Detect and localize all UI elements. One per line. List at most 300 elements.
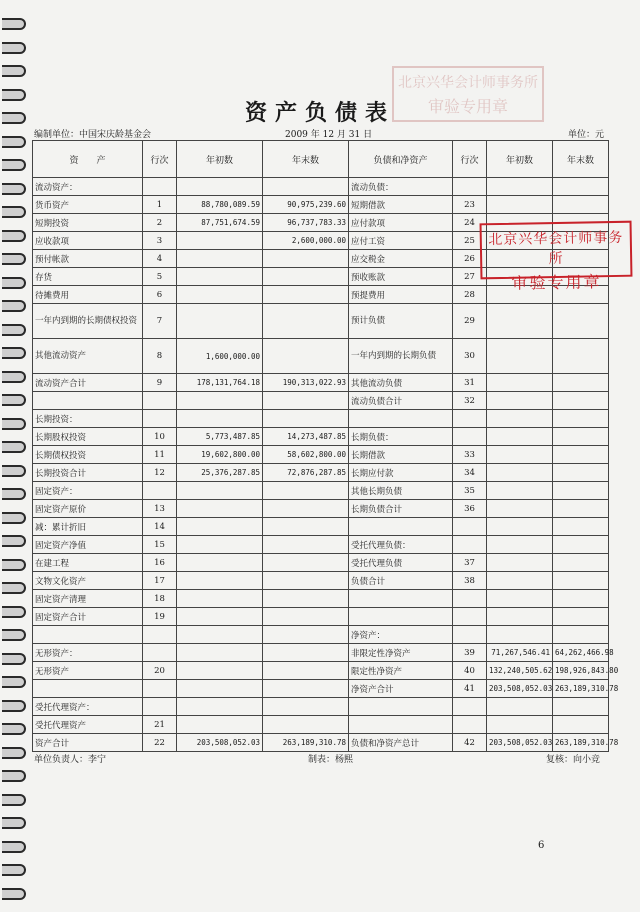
asset-beginning-value bbox=[177, 608, 263, 626]
liability-line-no bbox=[453, 626, 487, 644]
asset-ending-value bbox=[263, 590, 349, 608]
liability-ending-value bbox=[553, 590, 609, 608]
asset-ending-value bbox=[263, 662, 349, 680]
binding-ring bbox=[2, 770, 26, 782]
liability-label: 预收账款 bbox=[349, 268, 453, 286]
asset-label: 流动资产合计 bbox=[33, 374, 143, 392]
binding-ring bbox=[2, 394, 26, 406]
asset-label bbox=[33, 626, 143, 644]
table-row bbox=[33, 590, 609, 608]
header-ending: 年末数 bbox=[263, 141, 349, 178]
liability-label: 短期借款 bbox=[349, 196, 453, 214]
liability-ending-value bbox=[553, 518, 609, 536]
asset-line-no: 19 bbox=[143, 608, 177, 626]
asset-line-no: 12 bbox=[143, 464, 177, 482]
asset-beginning-value bbox=[177, 232, 263, 250]
asset-ending-value bbox=[263, 392, 349, 410]
liability-line-no bbox=[453, 608, 487, 626]
table-row bbox=[33, 680, 609, 698]
liability-label: 非限定性净资产 bbox=[349, 644, 453, 662]
liability-beginning-value bbox=[487, 482, 553, 500]
liability-label: 负债和净资产总计 bbox=[349, 734, 453, 752]
asset-beginning-value bbox=[177, 178, 263, 196]
table-row bbox=[33, 536, 609, 554]
liability-line-no: 25 bbox=[453, 232, 487, 250]
table-row bbox=[33, 626, 609, 644]
asset-line-no: 4 bbox=[143, 250, 177, 268]
binding-ring bbox=[2, 512, 26, 524]
table-row bbox=[33, 428, 609, 446]
asset-line-no bbox=[143, 482, 177, 500]
liability-label: 长期应付款 bbox=[349, 464, 453, 482]
asset-line-no: 11 bbox=[143, 446, 177, 464]
asset-label: 其他流动资产 bbox=[33, 339, 143, 374]
liability-beginning-value bbox=[487, 339, 553, 374]
asset-label: 待摊费用 bbox=[33, 286, 143, 304]
asset-beginning-value bbox=[177, 554, 263, 572]
liability-beginning-value bbox=[487, 374, 553, 392]
liability-ending-value bbox=[553, 698, 609, 716]
asset-label: 预付帐款 bbox=[33, 250, 143, 268]
asset-line-no: 15 bbox=[143, 536, 177, 554]
audit-stamp bbox=[480, 221, 633, 293]
table-row bbox=[33, 500, 609, 518]
liability-beginning-value bbox=[487, 464, 553, 482]
liability-ending-value bbox=[553, 392, 609, 410]
stamp-line2: 审验专用章 bbox=[511, 272, 602, 293]
asset-beginning-value bbox=[177, 518, 263, 536]
asset-beginning-value: 1,600,000.00 bbox=[177, 339, 263, 374]
asset-ending-value: 72,876,287.85 bbox=[263, 464, 349, 482]
liability-beginning-value: 203,508,052.03 bbox=[487, 680, 553, 698]
asset-label: 受托代理资产 bbox=[33, 716, 143, 734]
table-row bbox=[33, 464, 609, 482]
asset-line-no bbox=[143, 410, 177, 428]
liability-ending-value bbox=[553, 626, 609, 644]
page-number: 6 bbox=[538, 840, 545, 851]
asset-ending-value: 58,602,800.00 bbox=[263, 446, 349, 464]
liability-beginning-value bbox=[487, 698, 553, 716]
liability-ending-value bbox=[553, 374, 609, 392]
table-row bbox=[33, 178, 609, 196]
liability-ending-value bbox=[553, 500, 609, 518]
asset-beginning-value bbox=[177, 626, 263, 644]
liability-line-no bbox=[453, 518, 487, 536]
table-row bbox=[33, 482, 609, 500]
liability-label: 预提费用 bbox=[349, 286, 453, 304]
header-beginning-2: 年初数 bbox=[487, 141, 553, 178]
table-row bbox=[33, 374, 609, 392]
asset-beginning-value: 87,751,674.59 bbox=[177, 214, 263, 232]
asset-label: 长期投资： bbox=[33, 410, 143, 428]
liability-line-no: 34 bbox=[453, 464, 487, 482]
liability-ending-value bbox=[553, 554, 609, 572]
liability-beginning-value bbox=[487, 626, 553, 644]
asset-line-no: 7 bbox=[143, 304, 177, 339]
asset-label: 一年内到期的长期债权投资 bbox=[33, 304, 143, 339]
liability-label bbox=[349, 608, 453, 626]
liability-line-no: 27 bbox=[453, 268, 487, 286]
binding-ring bbox=[2, 441, 26, 453]
asset-beginning-value: 25,376,287.85 bbox=[177, 464, 263, 482]
liability-beginning-value bbox=[487, 500, 553, 518]
asset-line-no: 10 bbox=[143, 428, 177, 446]
asset-label: 货币资产 bbox=[33, 196, 143, 214]
asset-ending-value: 14,273,487.85 bbox=[263, 428, 349, 446]
asset-ending-value bbox=[263, 410, 349, 428]
asset-beginning-value bbox=[177, 286, 263, 304]
asset-ending-value bbox=[263, 518, 349, 536]
faded-audit-stamp bbox=[392, 66, 544, 122]
binding-ring bbox=[2, 89, 26, 101]
binding-ring bbox=[2, 488, 26, 500]
liability-ending-value bbox=[553, 446, 609, 464]
header-assets: 资 产 bbox=[33, 141, 143, 178]
faded-stamp-line2: 审验专用章 bbox=[427, 97, 508, 116]
asset-label bbox=[33, 680, 143, 698]
binding-ring bbox=[2, 230, 26, 242]
liability-label: 净资产： bbox=[349, 626, 453, 644]
liability-label bbox=[349, 410, 453, 428]
liability-line-no bbox=[453, 536, 487, 554]
binding-ring bbox=[2, 253, 26, 265]
asset-label: 固定资产净值 bbox=[33, 536, 143, 554]
asset-line-no bbox=[143, 698, 177, 716]
liability-beginning-value: 71,267,546.41 bbox=[487, 644, 553, 662]
asset-beginning-value: 19,602,800.00 bbox=[177, 446, 263, 464]
asset-line-no bbox=[143, 392, 177, 410]
asset-label: 短期投资 bbox=[33, 214, 143, 232]
binding-ring bbox=[2, 371, 26, 383]
liability-beginning-value bbox=[487, 518, 553, 536]
header-line-no-2: 行次 bbox=[453, 141, 487, 178]
liability-label: 净资产合计 bbox=[349, 680, 453, 698]
liability-label: 长期借款 bbox=[349, 446, 453, 464]
liability-ending-value bbox=[553, 464, 609, 482]
asset-ending-value bbox=[263, 698, 349, 716]
binding-ring bbox=[2, 65, 26, 77]
asset-ending-value: 190,313,022.93 bbox=[263, 374, 349, 392]
currency-unit: 单位：元 bbox=[568, 130, 605, 140]
org-label: 编制单位：中国宋庆龄基金会 bbox=[34, 130, 152, 140]
prepared-by: 制表：杨熙 bbox=[308, 755, 354, 765]
asset-ending-value bbox=[263, 268, 349, 286]
header-liabilities: 负债和净资产 bbox=[349, 141, 453, 178]
binding-ring bbox=[2, 347, 26, 359]
liability-label bbox=[349, 518, 453, 536]
asset-label: 无形资产： bbox=[33, 644, 143, 662]
asset-line-no: 16 bbox=[143, 554, 177, 572]
binding-ring bbox=[2, 418, 26, 430]
asset-line-no: 8 bbox=[143, 339, 177, 374]
liability-label bbox=[349, 590, 453, 608]
asset-line-no: 6 bbox=[143, 286, 177, 304]
table-row bbox=[33, 392, 609, 410]
liability-label: 负债合计 bbox=[349, 572, 453, 590]
table-row bbox=[33, 644, 609, 662]
asset-label: 存货 bbox=[33, 268, 143, 286]
binding-ring bbox=[2, 817, 26, 829]
asset-line-no: 1 bbox=[143, 196, 177, 214]
liability-ending-value: 64,262,466.98 bbox=[553, 644, 609, 662]
liability-ending-value bbox=[553, 716, 609, 734]
asset-beginning-value bbox=[177, 304, 263, 339]
stamp-line1: 北京兴华会计师事务所 bbox=[488, 229, 624, 268]
table-row bbox=[33, 716, 609, 734]
asset-ending-value bbox=[263, 339, 349, 374]
binding-ring bbox=[2, 700, 26, 712]
asset-line-no: 9 bbox=[143, 374, 177, 392]
liability-line-no: 39 bbox=[453, 644, 487, 662]
asset-line-no: 3 bbox=[143, 232, 177, 250]
asset-beginning-value bbox=[177, 698, 263, 716]
binding-ring bbox=[2, 42, 26, 54]
binding-ring bbox=[2, 206, 26, 218]
asset-label: 固定资产清理 bbox=[33, 590, 143, 608]
liability-line-no: 26 bbox=[453, 250, 487, 268]
liability-line-no bbox=[453, 716, 487, 734]
spiral-binding bbox=[0, 0, 26, 912]
asset-beginning-value bbox=[177, 250, 263, 268]
liability-line-no: 23 bbox=[453, 196, 487, 214]
table-row bbox=[33, 662, 609, 680]
table-row bbox=[33, 304, 609, 339]
liability-ending-value: 263,189,310.78 bbox=[553, 680, 609, 698]
table-row bbox=[33, 554, 609, 572]
liability-beginning-value bbox=[487, 178, 553, 196]
asset-ending-value bbox=[263, 716, 349, 734]
binding-ring bbox=[2, 159, 26, 171]
binding-ring bbox=[2, 535, 26, 547]
liability-ending-value bbox=[553, 482, 609, 500]
liability-line-no: 42 bbox=[453, 734, 487, 752]
asset-line-no: 17 bbox=[143, 572, 177, 590]
asset-line-no: 21 bbox=[143, 716, 177, 734]
asset-line-no: 5 bbox=[143, 268, 177, 286]
liability-line-no bbox=[453, 428, 487, 446]
asset-beginning-value bbox=[177, 680, 263, 698]
asset-ending-value bbox=[263, 572, 349, 590]
asset-label: 受托代理资产： bbox=[33, 698, 143, 716]
liability-label bbox=[349, 716, 453, 734]
asset-label: 长期股权投资 bbox=[33, 428, 143, 446]
liability-line-no: 24 bbox=[453, 214, 487, 232]
liability-ending-value bbox=[553, 536, 609, 554]
liability-label: 流动负债： bbox=[349, 178, 453, 196]
binding-ring bbox=[2, 559, 26, 571]
table-row bbox=[33, 698, 609, 716]
binding-ring bbox=[2, 676, 26, 688]
asset-beginning-value bbox=[177, 662, 263, 680]
liability-label: 预计负债 bbox=[349, 304, 453, 339]
liability-beginning-value bbox=[487, 410, 553, 428]
asset-beginning-value bbox=[177, 392, 263, 410]
liability-label: 受托代理负债 bbox=[349, 554, 453, 572]
asset-ending-value bbox=[263, 304, 349, 339]
liability-beginning-value bbox=[487, 590, 553, 608]
table-row bbox=[33, 196, 609, 214]
binding-ring bbox=[2, 324, 26, 336]
binding-ring bbox=[2, 465, 26, 477]
table-row bbox=[33, 518, 609, 536]
asset-ending-value: 263,189,310.78 bbox=[263, 734, 349, 752]
asset-beginning-value bbox=[177, 644, 263, 662]
asset-label: 长期债权投资 bbox=[33, 446, 143, 464]
liability-label: 其他流动负债 bbox=[349, 374, 453, 392]
asset-label: 减：累计折旧 bbox=[33, 518, 143, 536]
liability-beginning-value bbox=[487, 536, 553, 554]
asset-beginning-value bbox=[177, 716, 263, 734]
binding-ring bbox=[2, 582, 26, 594]
binding-ring bbox=[2, 112, 26, 124]
asset-beginning-value: 88,780,089.59 bbox=[177, 196, 263, 214]
asset-ending-value bbox=[263, 680, 349, 698]
liability-ending-value: 198,926,843.80 bbox=[553, 662, 609, 680]
liability-beginning-value bbox=[487, 392, 553, 410]
liability-beginning-value bbox=[487, 608, 553, 626]
asset-label: 应收款项 bbox=[33, 232, 143, 250]
unit-head: 单位负责人：李宁 bbox=[34, 755, 107, 765]
asset-line-no: 2 bbox=[143, 214, 177, 232]
asset-ending-value bbox=[263, 500, 349, 518]
liability-beginning-value bbox=[487, 428, 553, 446]
liability-beginning-value: 203,508,052.03 bbox=[487, 734, 553, 752]
binding-ring bbox=[2, 747, 26, 759]
report-date: 2009 年 12 月 31 日 bbox=[285, 130, 373, 140]
asset-beginning-value bbox=[177, 410, 263, 428]
liability-line-no bbox=[453, 590, 487, 608]
binding-ring bbox=[2, 183, 26, 195]
liability-line-no: 31 bbox=[453, 374, 487, 392]
asset-label: 长期投资合计 bbox=[33, 464, 143, 482]
binding-ring bbox=[2, 864, 26, 876]
asset-ending-value bbox=[263, 608, 349, 626]
liability-label: 流动负债合计 bbox=[349, 392, 453, 410]
liability-ending-value bbox=[553, 572, 609, 590]
binding-ring bbox=[2, 18, 26, 30]
asset-label: 资产合计 bbox=[33, 734, 143, 752]
faded-stamp-line1: 北京兴华会计师事务所 bbox=[398, 75, 538, 91]
liability-line-no: 38 bbox=[453, 572, 487, 590]
asset-ending-value: 96,737,783.33 bbox=[263, 214, 349, 232]
asset-beginning-value bbox=[177, 536, 263, 554]
liability-line-no: 40 bbox=[453, 662, 487, 680]
liability-label: 限定性净资产 bbox=[349, 662, 453, 680]
asset-label: 无形资产 bbox=[33, 662, 143, 680]
table-row bbox=[33, 734, 609, 752]
liability-ending-value bbox=[553, 178, 609, 196]
liability-label: 应付款项 bbox=[349, 214, 453, 232]
liability-label: 应交税金 bbox=[349, 250, 453, 268]
liability-line-no: 35 bbox=[453, 482, 487, 500]
header-ending-2: 年末数 bbox=[553, 141, 609, 178]
asset-beginning-value bbox=[177, 268, 263, 286]
asset-ending-value bbox=[263, 626, 349, 644]
binding-ring bbox=[2, 629, 26, 641]
liability-beginning-value bbox=[487, 446, 553, 464]
liability-beginning-value bbox=[487, 304, 553, 339]
liability-line-no bbox=[453, 410, 487, 428]
liability-line-no: 37 bbox=[453, 554, 487, 572]
asset-label: 固定资产合计 bbox=[33, 608, 143, 626]
table-row bbox=[33, 572, 609, 590]
liability-line-no bbox=[453, 698, 487, 716]
header-line-no: 行次 bbox=[143, 141, 177, 178]
binding-ring bbox=[2, 653, 26, 665]
liability-ending-value: 263,189,310.78 bbox=[553, 734, 609, 752]
liability-beginning-value bbox=[487, 716, 553, 734]
asset-label: 在建工程 bbox=[33, 554, 143, 572]
asset-label: 文物文化资产 bbox=[33, 572, 143, 590]
table-row bbox=[33, 339, 609, 374]
asset-ending-value bbox=[263, 482, 349, 500]
table-row bbox=[33, 446, 609, 464]
page-title: 资产负债表 bbox=[245, 100, 396, 126]
asset-ending-value bbox=[263, 554, 349, 572]
liability-label: 受托代理负债： bbox=[349, 536, 453, 554]
binding-ring bbox=[2, 606, 26, 618]
binding-ring bbox=[2, 136, 26, 148]
asset-line-no: 13 bbox=[143, 500, 177, 518]
asset-line-no: 14 bbox=[143, 518, 177, 536]
asset-ending-value bbox=[263, 536, 349, 554]
liability-label: 长期负债合计 bbox=[349, 500, 453, 518]
asset-ending-value: 2,600,000.00 bbox=[263, 232, 349, 250]
liability-line-no: 29 bbox=[453, 304, 487, 339]
liability-line-no: 41 bbox=[453, 680, 487, 698]
table-row bbox=[33, 608, 609, 626]
asset-line-no: 18 bbox=[143, 590, 177, 608]
liability-ending-value bbox=[553, 410, 609, 428]
liability-line-no: 28 bbox=[453, 286, 487, 304]
asset-line-no bbox=[143, 626, 177, 644]
header-beginning: 年初数 bbox=[177, 141, 263, 178]
binding-ring bbox=[2, 888, 26, 900]
liability-label bbox=[349, 698, 453, 716]
balance-sheet-page bbox=[30, 0, 638, 912]
asset-beginning-value: 178,131,764.18 bbox=[177, 374, 263, 392]
asset-label: 固定资产： bbox=[33, 482, 143, 500]
liability-ending-value bbox=[553, 304, 609, 339]
liability-line-no: 33 bbox=[453, 446, 487, 464]
asset-ending-value bbox=[263, 178, 349, 196]
asset-line-no: 22 bbox=[143, 734, 177, 752]
liability-ending-value bbox=[553, 196, 609, 214]
asset-beginning-value bbox=[177, 590, 263, 608]
binding-ring bbox=[2, 794, 26, 806]
asset-ending-value bbox=[263, 644, 349, 662]
asset-ending-value bbox=[263, 250, 349, 268]
binding-ring bbox=[2, 300, 26, 312]
asset-line-no bbox=[143, 644, 177, 662]
liability-beginning-value bbox=[487, 196, 553, 214]
liability-line-no: 30 bbox=[453, 339, 487, 374]
asset-label bbox=[33, 392, 143, 410]
asset-ending-value: 90,975,239.60 bbox=[263, 196, 349, 214]
liability-label: 应付工资 bbox=[349, 232, 453, 250]
asset-beginning-value: 5,773,487.85 bbox=[177, 428, 263, 446]
asset-line-no bbox=[143, 680, 177, 698]
liability-label: 其他长期负债 bbox=[349, 482, 453, 500]
liability-beginning-value bbox=[487, 572, 553, 590]
liability-ending-value bbox=[553, 428, 609, 446]
liability-beginning-value bbox=[487, 554, 553, 572]
asset-line-no: 20 bbox=[143, 662, 177, 680]
table-header-row bbox=[33, 141, 609, 178]
liability-beginning-value: 132,240,505.62 bbox=[487, 662, 553, 680]
asset-beginning-value bbox=[177, 482, 263, 500]
table-row bbox=[33, 410, 609, 428]
